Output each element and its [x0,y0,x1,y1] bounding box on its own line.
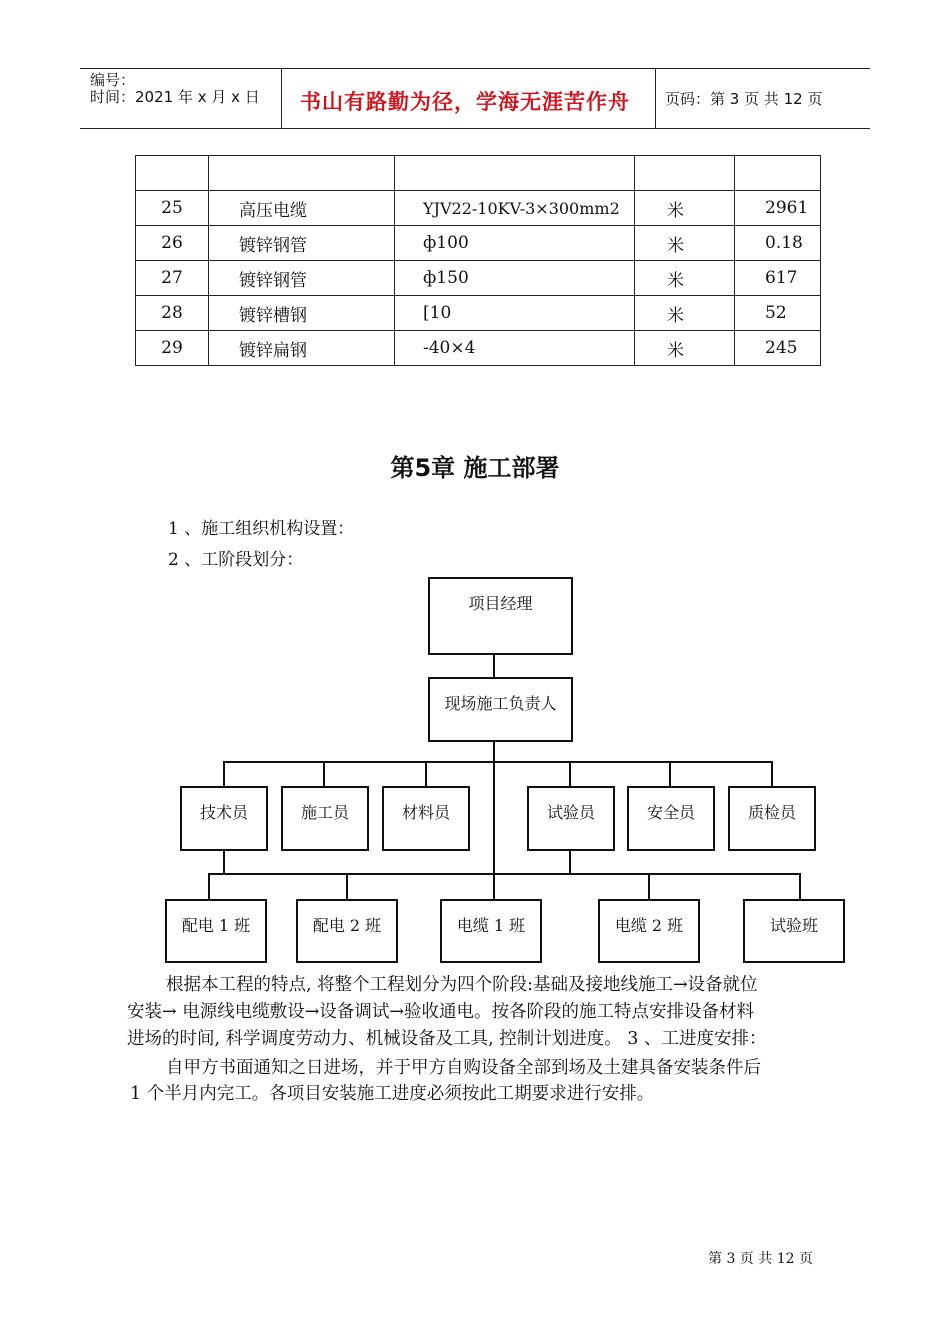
org-box-team: 配电 1 班 [165,899,267,963]
paragraph-line: 进场的时间, 科学调度劳动力、机械设备及工具, 控制计划进度。 3 、工进度安排： [127,1029,767,1049]
cell-name: 镀锌扁钢 [209,331,395,366]
cell-no: 28 [136,296,209,331]
cell-unit: 米 [635,261,735,296]
cell-unit: 米 [635,331,735,366]
header-date: 时间：2021 年 x 月 x 日 [90,88,260,106]
connector-line [771,761,773,787]
materials-table [135,155,821,366]
header-top-rule [80,68,870,69]
table-row [136,261,821,296]
cell-qty: 245 [735,331,821,366]
org-box-staff: 材料员 [382,786,470,851]
header-divider-left [281,68,282,129]
table-row [136,331,821,366]
chapter-title: 第5章 施工部署 [390,454,560,482]
cell-unit: 米 [635,226,735,261]
header-divider-right [655,68,656,129]
org-box-staff: 技术员 [180,786,268,851]
cell-name: 镀锌钢管 [209,226,395,261]
connector-line [648,873,650,900]
cell-spec: ф100 [395,226,635,261]
org-box-staff: 质检员 [728,786,816,851]
org-box-staff: 施工员 [281,786,369,851]
cell-qty: 52 [735,296,821,331]
cell-qty: 617 [735,261,821,296]
table-row [136,191,821,226]
org-box-staff: 安全员 [627,786,715,851]
org-box-team: 电缆 2 班 [598,899,700,963]
cell-name: 高压电缆 [209,191,395,226]
connector-line [669,761,671,787]
connector-line [323,761,325,787]
connector-line [569,761,571,787]
org-box-project-manager: 项目经理 [428,577,573,655]
cell-spec: -40×4 [395,331,635,366]
cell-name: 镀锌槽钢 [209,296,395,331]
section-item-2: 2 、工阶段划分： [168,550,304,570]
paragraph-line: 安装→ 电源线电缆敷设→设备调试→验收通电。按各阶段的施工特点安排设备材料 [127,1002,755,1022]
connector-line [493,654,495,678]
connector-line [569,850,571,874]
cell-spec: [10 [395,296,635,331]
cell-unit: 米 [635,296,735,331]
header-page-info: 页码：第 3 页 共 12 页 [665,90,823,108]
cell-spec: ф150 [395,261,635,296]
paragraph-line: 自甲方书面通知之日进场，并于甲方自购设备全部到场及土建具备安装条件后 [166,1058,761,1078]
cell-qty: 0.18 [735,226,821,261]
connector-line [223,850,225,874]
cell-no: 29 [136,331,209,366]
table-row [136,226,821,261]
org-box-team: 电缆 1 班 [440,899,542,963]
connector-line [799,873,801,900]
connector-line [346,873,348,900]
connector-line [425,761,427,787]
cell-no: 26 [136,226,209,261]
org-box-team: 配电 2 班 [296,899,398,963]
page-footer: 第 3 页 共 12 页 [708,1251,813,1267]
connector-line [223,761,773,763]
connector-line [223,761,225,787]
section-item-1: 1 、施工组织机构设置： [168,519,355,539]
header-number-label: 编号： [90,71,136,89]
paragraph-line: 根据本工程的特点, 将整个工程划分为四个阶段:基础及接地线施工→设备就位 [166,975,758,995]
cell-no: 27 [136,261,209,296]
org-box-team: 试验班 [743,899,845,963]
connector-line [208,873,210,900]
connector-line [208,873,801,875]
table-row [136,296,821,331]
org-box-staff: 试验员 [527,786,615,851]
cell-name: 镀锌钢管 [209,261,395,296]
paragraph-line: 1 个半月内完工。各项目安装施工进度必须按此工期要求进行安排。 [130,1084,655,1104]
header-bottom-rule [80,128,870,129]
connector-line [493,741,495,900]
org-box-site-lead: 现场施工负责人 [428,677,573,742]
cell-spec: YJV22-10KV-3×300mm2 [395,191,635,226]
cell-qty: 2961 [735,191,821,226]
cell-no: 25 [136,191,209,226]
table-row [136,156,821,191]
cell-unit: 米 [635,191,735,226]
header-motto: 书山有路勤为径，学海无涯苦作舟 [300,90,630,114]
